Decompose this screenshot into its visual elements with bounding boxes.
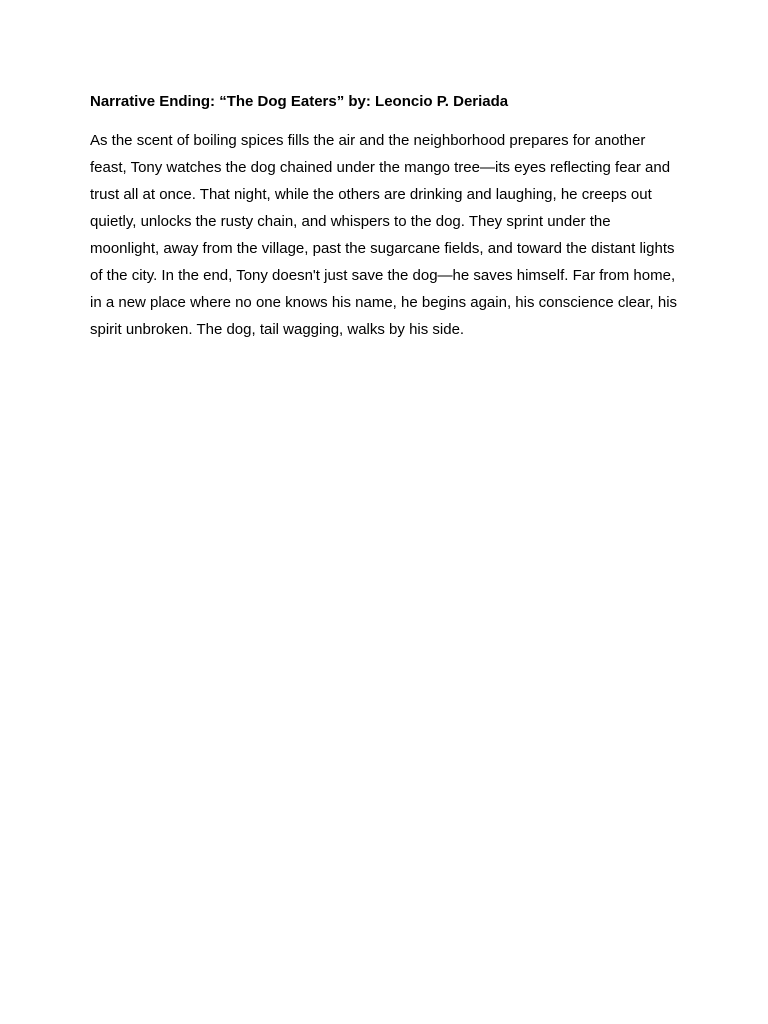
document-content xyxy=(90,91,682,343)
document-title: Narrative Ending: “The Dog Eaters” by: Leoncio P. Deriada xyxy=(90,93,509,110)
document-body-paragraph: As the scent of boiling spices fills the air and the neighborhood prepares for another feast, Tony watches the dog chained under the mango tree—its eyes reflecting fear and trust all at once. That night, while the others are drinking and laughing, he creeps out quietly, unlocks the rusty chain, and whispers to the dog. They sprint under the moonlight, away from the village, past the sugarcane fields, and toward the distant lights of the city. In the end, Tony doesn't just save the dog—he saves himself. Far from home, in a new place where no one knows his name, he begins again, his conscience clear, his spirit unbroken. The dog, tail wagging, walks by his side. xyxy=(90,132,678,338)
